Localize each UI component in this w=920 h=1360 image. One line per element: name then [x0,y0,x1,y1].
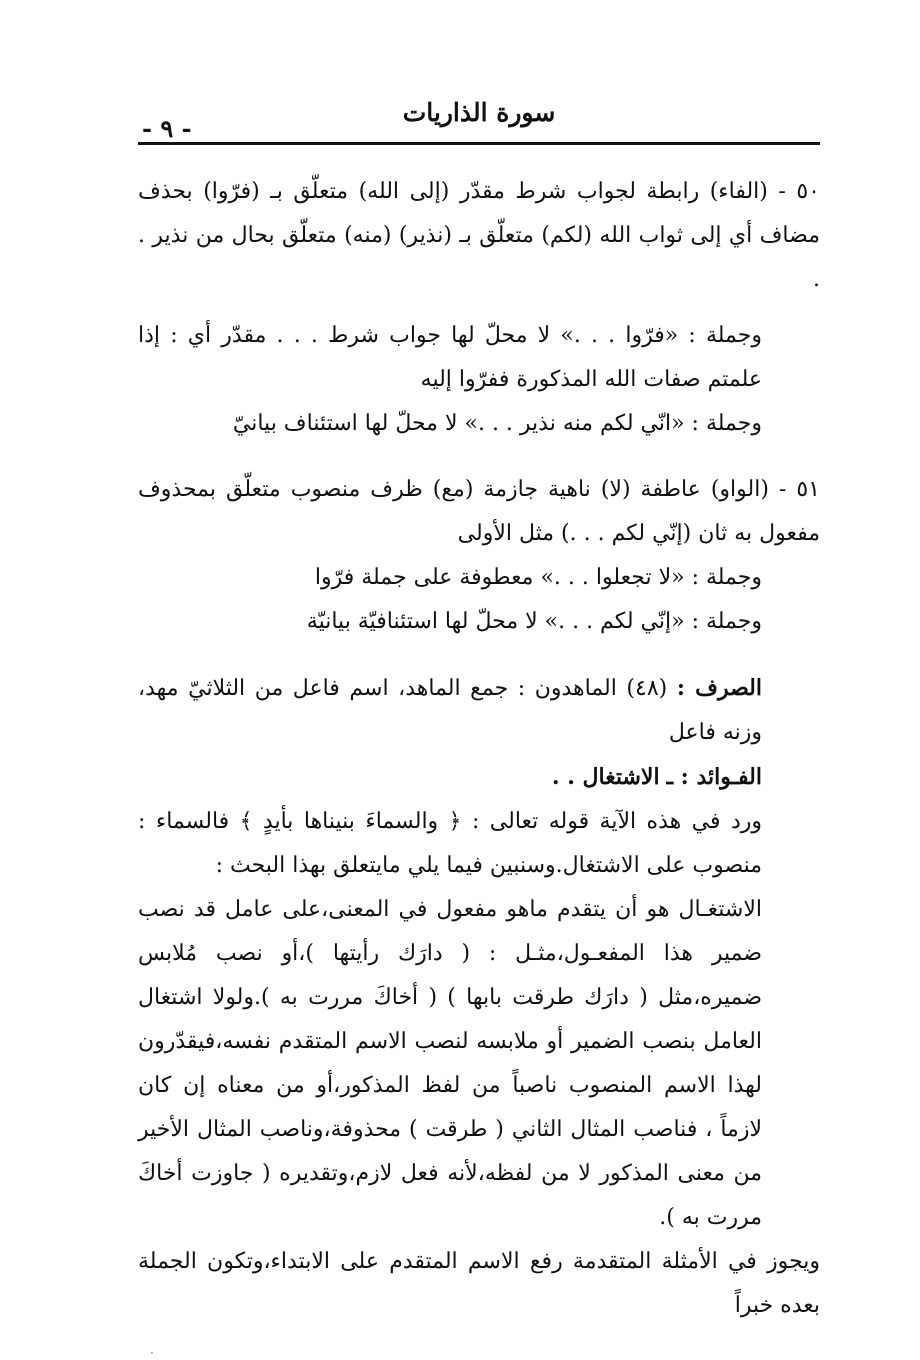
verse-51-parsing: ٥١ - (الواو) عاطفة (لا) ناهية جازمة (مع) ظرف منصوب متعلّق بمحذوف مفعول به ثان (إنّي لكم . . .) مثل الأولى [138,477,820,546]
fawaid-topic: الاشتغال . . [551,764,660,790]
sarf-text: (٤٨) الماهدون : جمع الماهد، اسم فاعل من الثلاثيّ مهد، وزنه فاعل [138,676,762,745]
fawaid-heading [138,755,820,800]
header-divider [138,142,820,145]
page-body [138,170,820,1328]
fawaid-intro: ورد في هذه الآية قوله تعالى : ﴿ والسماءَ بنيناها بأيدٍ ﴾ فالسماء : منصوب على الاشتغال.وسنبين فيما يلي مايتعلق بهذا البحث : [138,809,762,878]
page-header [138,98,820,146]
fawaid-label: الفـوائد : ـ [666,764,762,790]
fawaid-raf-note: ويجوز في الأمثلة المتقدمة رفع الاسم المتقدم على الابتداء،وتكون الجملة بعده خبراً [138,1249,820,1318]
verse-50-sentence-1: وجملة : «فرّوا . . .» لا محلّ لها جواب شرط . . . مقدّر أي : إذا علمتم صفات الله المذكورة ففرّوا إليه [138,323,762,392]
scan-speck: · [150,1346,154,1360]
sarf-label: الصرف : [676,675,762,701]
verse-50-parsing: ٥٠ - (الفاء) رابطة لجواب شرط مقدّر (إلى الله) متعلّق بـ (فرّوا) بحذف مضاف أي إلى ثواب الله (لكم) متعلّق بـ (نذير) (منه) متعلّق بحال من نذير . . [138,179,820,292]
surah-title: سورة الذاريات [402,98,556,127]
verse-50-sentence-2: وجملة : «انّي لكم منه نذير . . .» لا محلّ لها استئناف بيانيّ [232,411,762,436]
fawaid-definition: الاشتغـال هو أن يتقدم ماهو مفعول في المعنى،على عامل قد نصب ضمير هذا المفعـول،مثـل : ( دارَك رأيتها )،أو نصب مُلابس ضميره،مثل ( دارَك طرقت بابها ) ( أخاكَ مررت به ).ولولا اشتغال العامل بنصب الضمير أو ملابسه لنصب الاسم المتقدم نفسه،فيقدّرون لهذا الاسم المنصوب ناصباً من لفظ المذكور،أو من معناه إن كان لازماً ، فناصب المثال الثاني ( طرقت ) محذوفة،وناصب المثال الأخير من معنى المذكور لا من لفظه،لأنه فعل لازم،وتقديره ( جاوزت أخاكَ مررت به ). [138,897,762,1230]
verse-51-sentence-2: وجملة : «إنّي لكم . . .» لا محلّ لها استئنافيّة بيانيّة [306,609,762,634]
verse-51-sentence-1: وجملة : «لا تجعلوا . . .» معطوفة على جملة فرّوا [314,565,762,590]
sarf-section [138,666,820,755]
page-number: - ٩ - [142,114,192,143]
